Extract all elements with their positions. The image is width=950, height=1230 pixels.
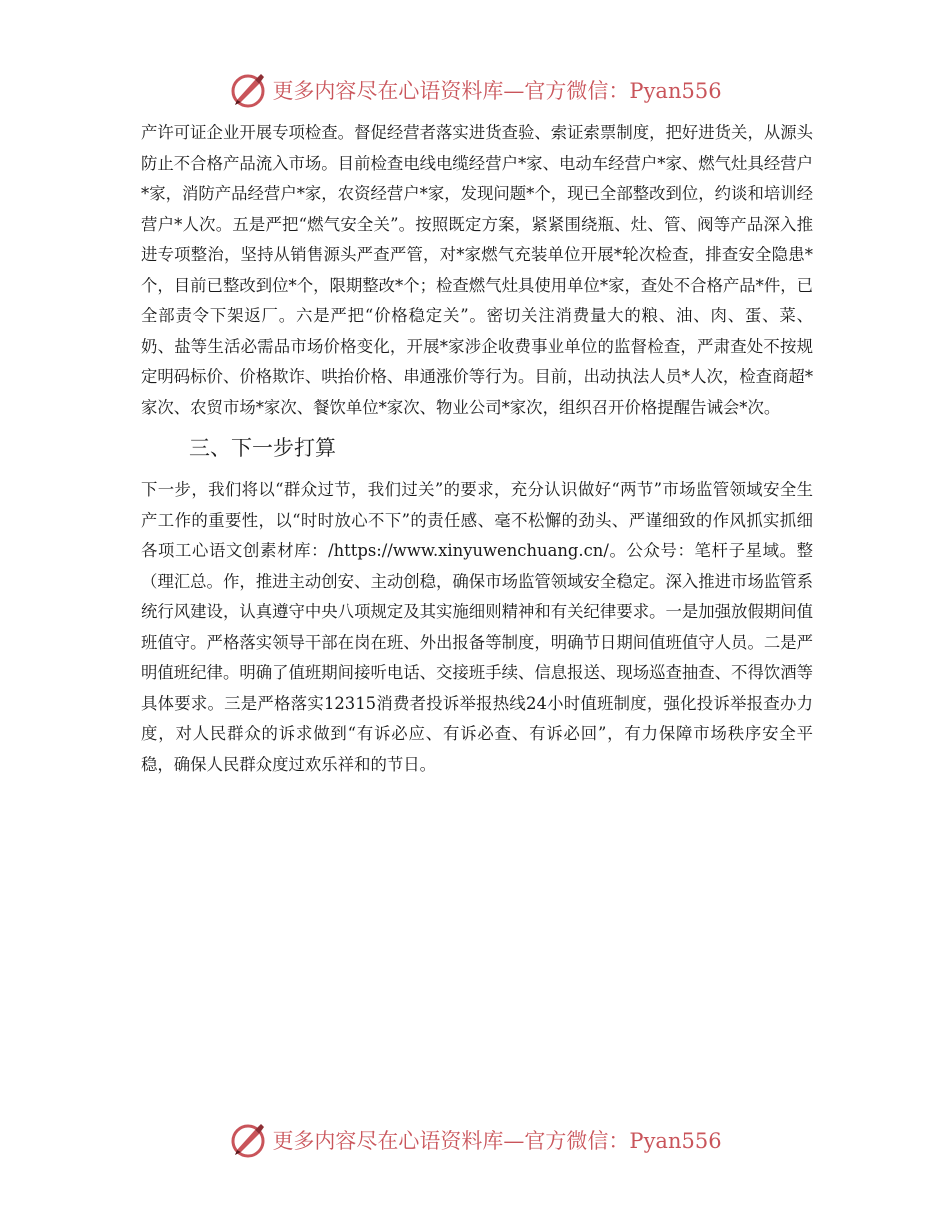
pen-logo-icon: [228, 70, 268, 110]
section-heading: 三、下一步打算: [189, 436, 336, 460]
paragraph-2: 下一步，我们将以“群众过节，我们过关”的要求，充分认识做好“两节”市场监管领域安全生产工作的重要性，以“时时放心不下”的责任感、毫不松懈的劲头、严谨细致的作风抓实抓细各项工心语文创素材库：/https://www.xinyuwenchuang.cn/。公众号：笔杆子星域。整（理汇总。作，推进主动创安、主动创稳，确保市场监管领域安全稳定。深入推进市场监管系统行风建设，认真遵守中央八项规定及其实施细则精神和有关纪律要求。一是加强放假期间值班值守。严格落实领导干部在岗在班、外出报备等制度，明确节日期间值班值守人员。二是严明值班纪律。明确了值班期间接听电话、交接班手续、信息报送、现场巡查抽查、不得饮酒等具体要求。三是严格落实12315消费者投诉举报热线24小时值班制度，强化投诉举报查办力度，对人民群众的诉求做到“有诉必应、有诉必查、有诉必回”，有力保障市场秩序安全平稳，确保人民群众度过欢乐祥和的节日。: [141, 480, 814, 774]
pen-logo-icon: [228, 1120, 268, 1160]
footer-banner: [0, 1120, 950, 1160]
header-banner: [0, 70, 950, 110]
header-banner-text: 更多内容尽在心语资料库—官方微信：Pyan556: [272, 79, 722, 103]
document-body: [141, 118, 813, 780]
paragraph-1: 产许可证企业开展专项检查。督促经营者落实进货查验、索证索票制度，把好进货关，从源头防止不合格产品流入市场。目前检查电线电缆经营户*家、电动车经营户*家、燃气灶具经营户*家，消防产品经营户*家，农资经营户*家，发现问题*个，现已全部整改到位，约谈和培训经营户*人次。五是严把“燃气安全关”。按照既定方案，紧紧围绕瓶、灶、管、阀等产品深入推进专项整治，坚持从销售源头严查严管，对*家燃气充装单位开展*轮次检查，排查安全隐患*个，目前已整改到位*个，限期整改*个；检查燃气灶具使用单位*家，查处不合格产品*件，已全部责令下架返厂。六是严把“价格稳定关”。密切关注消费量大的粮、油、肉、蛋、菜、奶、盐等生活必需品市场价格变化，开展*家涉企收费事业单位的监督检查，严肃查处不按规定明码标价、价格欺诈、哄抬价格、串通涨价等行为。目前，出动执法人员*人次，检查商超*家次、农贸市场*家次、餐饮单位*家次、物业公司*家次，组织召开价格提醒告诫会*次。: [141, 123, 814, 417]
footer-banner-text: 更多内容尽在心语资料库—官方微信：Pyan556: [272, 1129, 722, 1153]
